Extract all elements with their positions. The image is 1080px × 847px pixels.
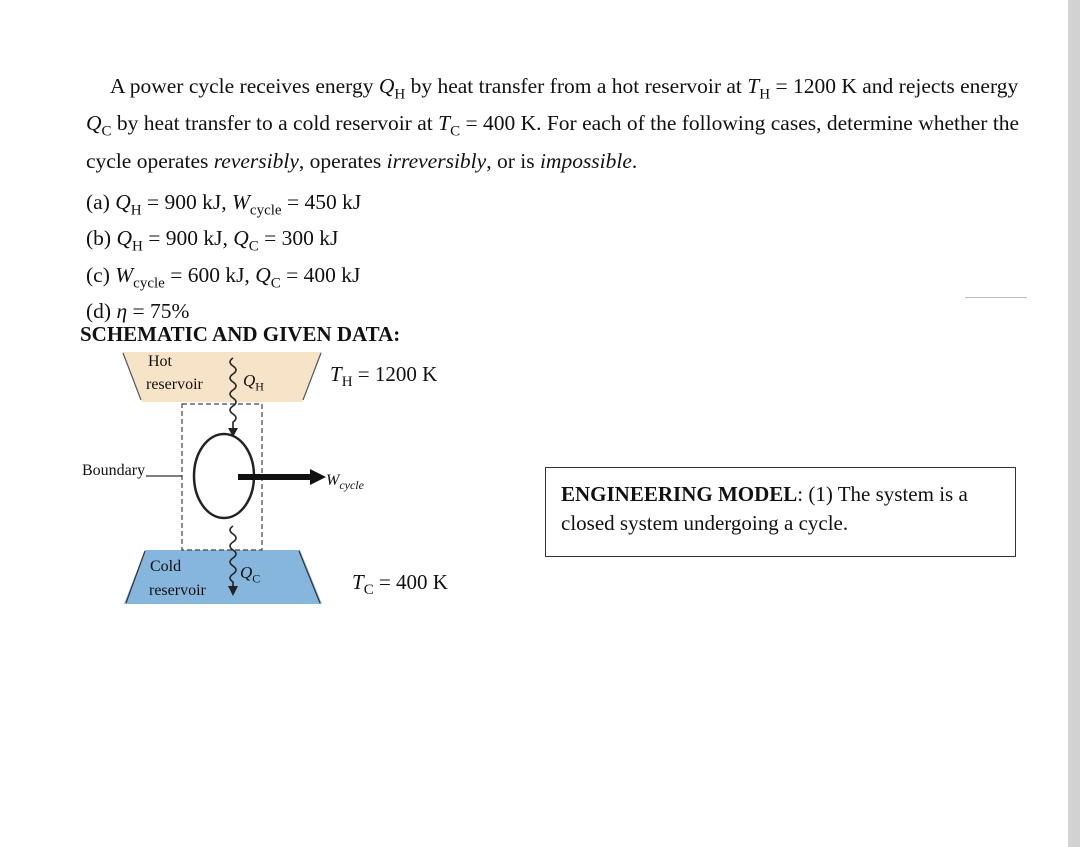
engineering-model-heading: ENGINEERING MODEL: [561, 482, 798, 506]
work-label: $W_{cycle}$: [326, 472, 364, 493]
case-b: (b) $Q_H = 900$ kJ, $Q_C = 300$ kJ: [86, 226, 339, 255]
qh-label: $Q_H$: [243, 371, 264, 394]
case-d: (d) η = 75%: [86, 298, 190, 323]
cold-temperature: $T_C = 400$ K: [352, 570, 448, 599]
boundary-label: Boundary: [82, 462, 146, 479]
case-a: (a) $Q_H = 900$ kJ, $W_{cycle} = 450$ kJ: [86, 190, 362, 219]
engineering-model-text: : (1) The system is a closed system undergoing a cycle.: [561, 482, 968, 535]
problem-statement: A power cycle receives energy $Q_H$ by heat transfer from a hot reservoir at $T_H = 1200$ K and rejects energy $Q_C$ by heat transfer to a cold reservoir at $T_C = 400$ K. For each of the following cases, determine whether the cycle operates reversibly, operates irreversibly, or is impossible.: [86, 74, 1020, 173]
cold-label: Cold: [150, 558, 182, 575]
cold-reservoir-label: reservoir: [149, 582, 206, 599]
qc-label: $Q_C$: [240, 563, 261, 586]
work-arrow-head: [310, 469, 326, 485]
hot-reservoir-label: reservoir: [146, 376, 203, 393]
hot-label: Hot: [148, 353, 172, 370]
engineering-model-box: [545, 467, 1016, 557]
case-c: (c) $W_{cycle} = 600$ kJ, $Q_C = 400$ kJ: [86, 262, 361, 291]
schematic-title: SCHEMATIC AND GIVEN DATA:: [80, 322, 401, 346]
hot-temperature: $T_H = 1200$ K: [330, 362, 438, 391]
